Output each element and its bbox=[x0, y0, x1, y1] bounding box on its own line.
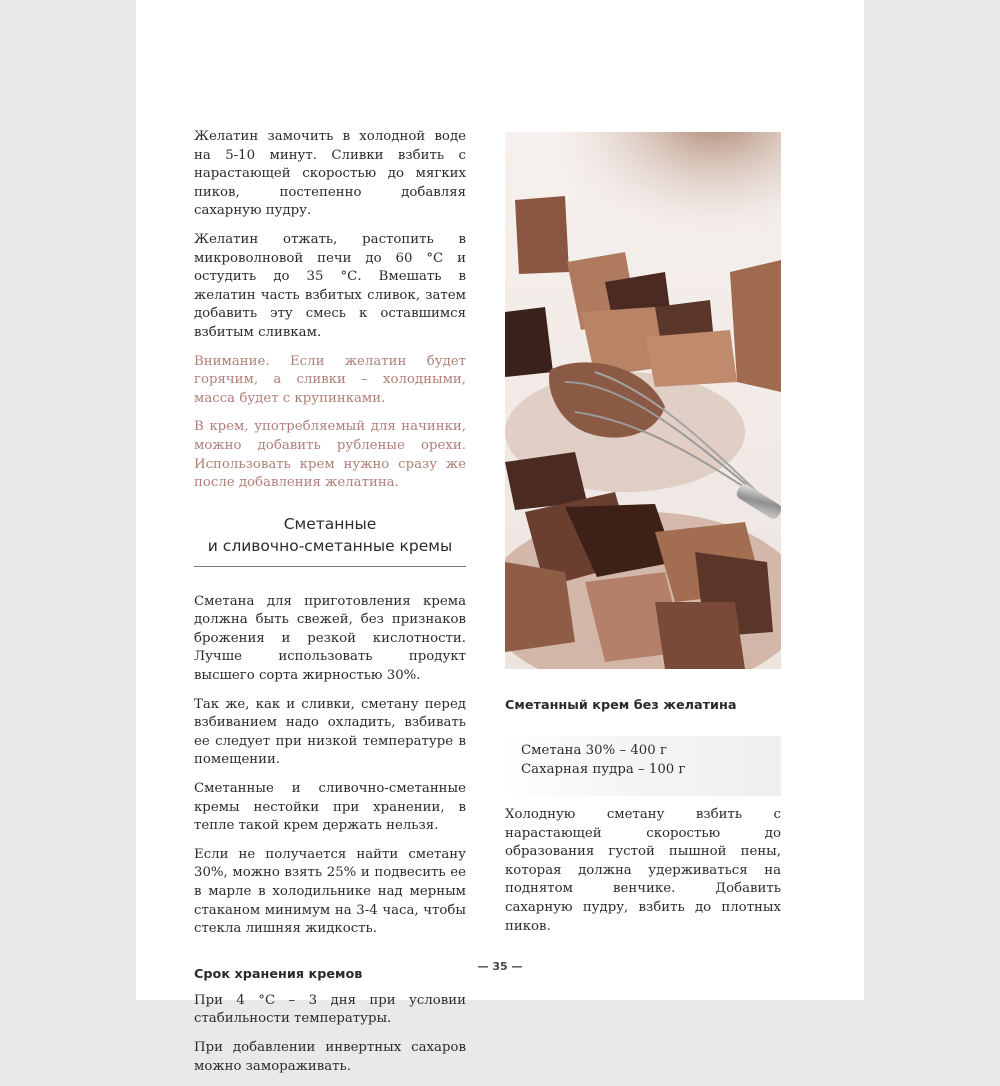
paragraph-sour-cream-quality: Сметана для приготовления крема должна быть свежей, без признаков брожения и резкой кислотности. Лучше использовать продукт высшего сорта жирностью 30%. bbox=[194, 593, 466, 684]
paragraph-gelatin-soak: Желатин замочить в холодной воде на 5-10 минут. Сливки взбить с нарастающей скоростью до мягких пиков, постепенно добавляя сахарную пудру. bbox=[194, 129, 466, 219]
page-number: — 35 — bbox=[477, 960, 523, 973]
paragraph-method: Холодную сметану взбить с нарастающей скоростью до образования густой пышной пены, которая должна удерживаться на поднятом венчике. Добавить сахарную пудру, взбить до плотных пиков. bbox=[505, 807, 781, 934]
section-title-line-1: Сметанные bbox=[283, 514, 377, 533]
ingredient-line: Сахарная пудра – 100 г bbox=[521, 761, 686, 777]
paragraph-substitute: Если не получается найти сметану 30%, можно взять 25% и подвесить ее в марле в холодильнике над мерным стаканом минимум на 3-4 часа, чтобы стекла лишняя жидкость. bbox=[194, 846, 466, 937]
left-column bbox=[194, 128, 466, 1086]
section-title bbox=[194, 513, 466, 567]
section-title-line-2: и сливочно-сметанные кремы bbox=[207, 536, 453, 555]
note-warning: Внимание. Если желатин будет горячим, а сливки – холодными, масса будет с крупинками. bbox=[194, 353, 466, 406]
recipe-method bbox=[505, 806, 781, 946]
paragraph-cooling: Так же, как и сливки, сметану перед взбиванием надо охладить, взбивать ее следует при низкой температуре в помещении. bbox=[194, 696, 466, 768]
ingredients-box bbox=[505, 736, 781, 796]
paragraph-storage-time: При 4 °С – 3 дня при условии стабильности температуры. bbox=[194, 992, 466, 1027]
note-nuts: В крем, употребляемый для начинки, можно добавить рубленые орехи. Использовать крем нужно сразу же после добавления желатина. bbox=[194, 419, 466, 491]
recipe-title: Сметанный крем без желатина bbox=[505, 698, 737, 713]
ingredient-line: Сметана 30% – 400 г bbox=[521, 743, 667, 758]
paragraph-gelatin-melt: Желатин отжать, растопить в микроволновой печи до 60 °С и остудить до 35 °С. Вмешать в желатин часть взбитых сливок, затем добавить эту смесь к оставшимся взбитым сливкам. bbox=[194, 231, 466, 340]
chocolate-whisk-photo bbox=[505, 132, 781, 669]
paragraph-freezing: При добавлении инвертных сахаров можно замораживать. bbox=[194, 1039, 466, 1074]
book-page bbox=[136, 0, 864, 1074]
storage-subheading: Срок хранения кремов bbox=[194, 966, 363, 982]
paragraph-storage-stability: Сметанные и сливочно-сметанные кремы нестойки при хранении, в тепле такой крем держать нельзя. bbox=[194, 781, 466, 834]
